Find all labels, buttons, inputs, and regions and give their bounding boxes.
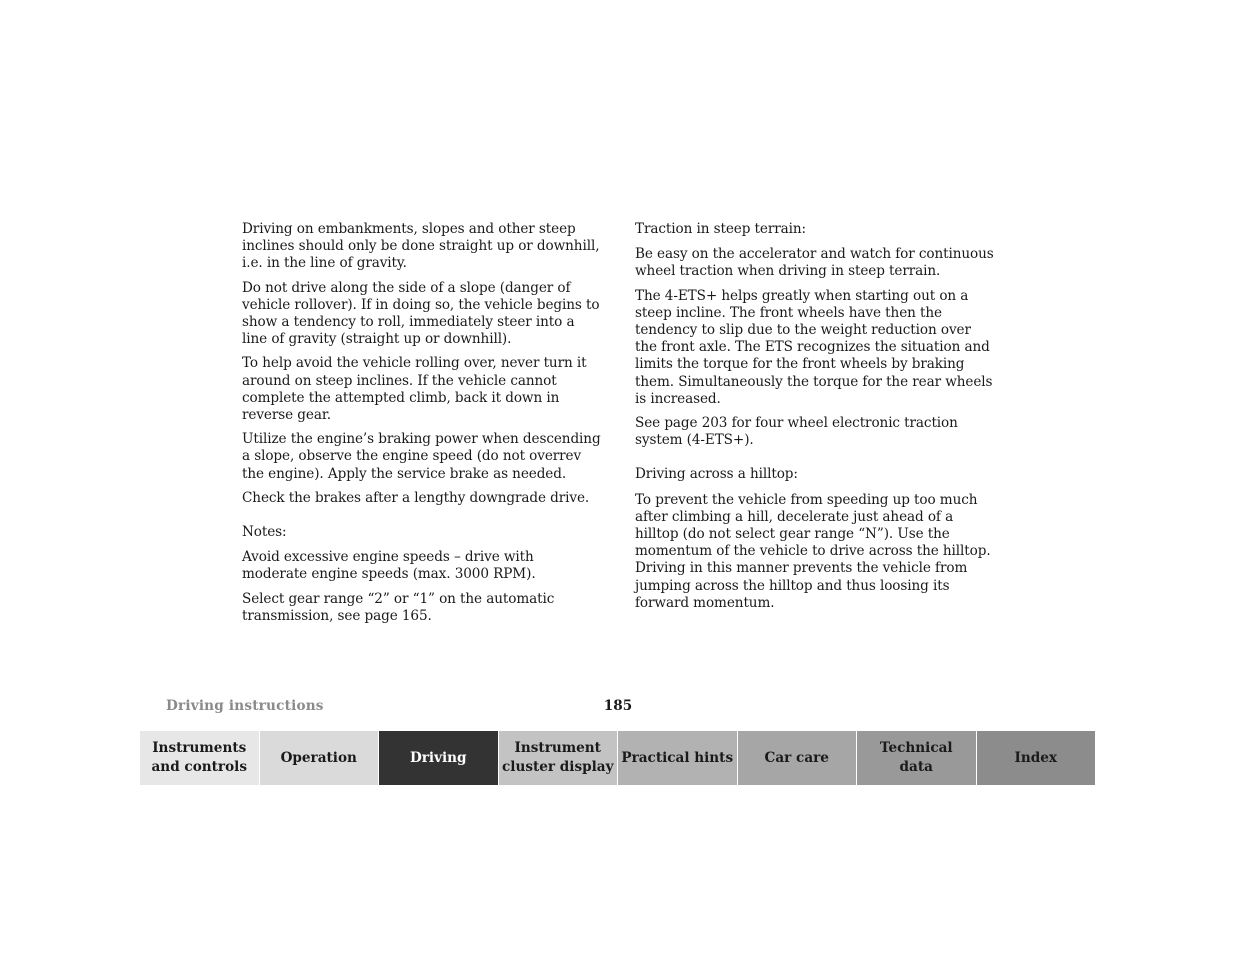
tab-instruments-and-controls[interactable]: Instruments and controls <box>140 731 260 785</box>
paragraph-engine-speeds: Avoid excessive engine speeds – drive with moderate engine speeds (max. 3000 RPM). <box>242 549 536 583</box>
page-number: 185 <box>603 698 633 714</box>
paragraph-embankments: Driving on embankments, slopes and other steep inclines should only be done straight up or downhill, i.e. in the line of gravity. <box>242 221 600 272</box>
tab-technical-data[interactable]: Technical data <box>857 731 977 785</box>
paragraph-see-page: See page 203 for four wheel electronic traction system (4-ETS+). <box>635 415 958 449</box>
paragraph-accelerator: Be easy on the accelerator and watch for continuous wheel traction when driving in steep terrain. <box>635 246 994 280</box>
chapter-tab-bar <box>140 731 1095 785</box>
heading-traction: Traction in steep terrain: <box>635 221 807 237</box>
tab-car-care[interactable]: Car care <box>738 731 858 785</box>
right-text-column <box>635 221 995 619</box>
paragraph-braking-power: Utilize the engine’s braking power when descending a slope, observe the engine speed (do not overrev the engine). Apply the service brake as needed. <box>242 431 601 482</box>
section-title: Driving instructions <box>166 698 324 714</box>
paragraph-slope-side: Do not drive along the side of a slope (danger of vehicle rollover). If in doing so, the vehicle begins to show a tendency to roll, immediately steer into a line of gravity (straight up or downhill). <box>242 279 600 348</box>
paragraph-hilltop: To prevent the vehicle from speeding up too much after climbing a hill, decelerate just ahead of a hilltop (do not select gear range “N”). Use the momentum of the vehicle to drive across the hilltop. Driving in this manner prevents the vehicle from jumping across the hilltop and thus loosing its forward momentum. <box>635 491 991 611</box>
paragraph-gear-range: Select gear range “2” or “1” on the automatic transmission, see page 165. <box>242 590 555 624</box>
paragraph-4ets: The 4-ETS+ helps greatly when starting out on a steep incline. The front wheels have then the tendency to slip due to the weight reduction over the front axle. The ETS recognizes the situation and limits the torque for the front wheels by braking them. Simultaneously the torque for the rear wheels is increased. <box>635 287 993 407</box>
left-text-column <box>242 221 602 632</box>
tab-instrument-cluster-display[interactable]: Instrument cluster display <box>499 731 619 785</box>
notes-heading: Notes: <box>242 524 287 541</box>
tab-index[interactable]: Index <box>977 731 1096 785</box>
tab-driving[interactable]: Driving <box>379 731 499 785</box>
heading-hilltop: Driving across a hilltop: <box>635 466 798 483</box>
paragraph-rollover: To help avoid the vehicle rolling over, never turn it around on steep inclines. If the vehicle cannot complete the attempted climb, back it down in reverse gear. <box>242 355 587 424</box>
tab-practical-hints[interactable]: Practical hints <box>618 731 738 785</box>
paragraph-check-brakes: Check the brakes after a lengthy downgrade drive. <box>242 489 590 506</box>
tab-operation[interactable]: Operation <box>260 731 380 785</box>
